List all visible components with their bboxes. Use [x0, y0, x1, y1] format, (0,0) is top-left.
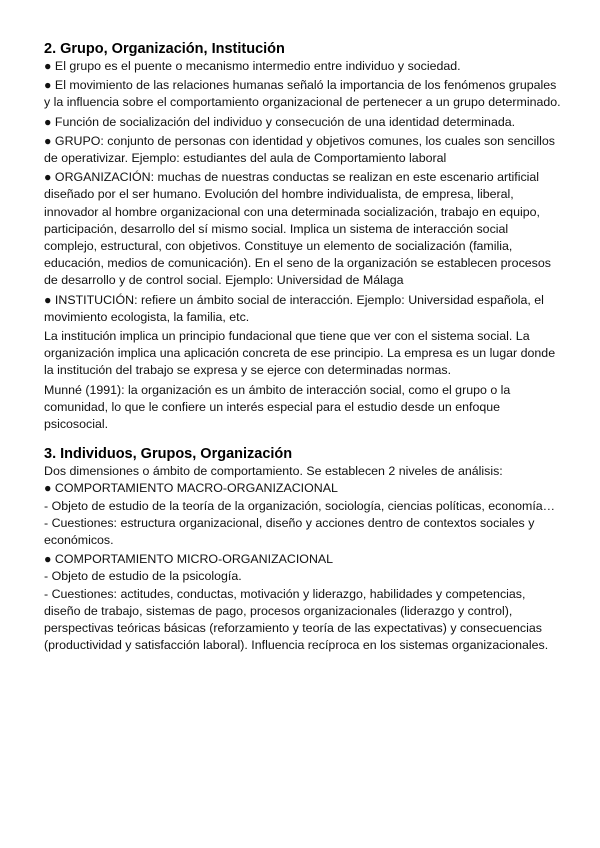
- paragraph-micro-cuestiones: - Cuestiones: actitudes, conductas, motivación y liderazgo, habilidades y competencias, diseño de trabajo, sistemas de pago, procesos organizacionales (liderazgo y control), perspectivas teóricas básicas (reforzamiento y teoría de las expectativas) y consecuencias (productividad y satisfacción laboral). Influencia recíproca en los sistemas organizacionales.: [44, 586, 549, 653]
- document-page: [44, 40, 564, 655]
- section-title: 2. Grupo, Organización, Institución: [44, 41, 285, 57]
- paragraph-organizacion-definicion: ● ORGANIZACIÓN: muchas de nuestras conductas se realizan en este escenario artificial diseñado por el ser humano. Evolución del hombre individualista, de empresa, liberal, innovador al hombre organizacional con una determinada socialización, trabajo en equipo, participación, desarrollo del sí mismo social. Implica un sistema de interacción social complejo, estructural, con objetivos. Constituye un elemento de socialización (familia, educación, medios de comunicación). En el seno de la organización se establecen procesos de desarrollo y de control social. Ejemplo: Universidad de Málaga: [44, 170, 551, 288]
- paragraph-micro-heading: ● COMPORTAMIENTO MICRO-ORGANIZACIONAL: [44, 552, 334, 567]
- paragraph-micro-objeto: - Objeto de estudio de la psicología.: [44, 569, 242, 584]
- section-title: 3. Individuos, Grupos, Organización: [44, 446, 293, 463]
- paragraph-macro-objeto: - Objeto de estudio de la teoría de la organización, sociología, ciencias políticas, economía…: [44, 498, 556, 513]
- paragraph-macro-heading: ● COMPORTAMIENTO MACRO-ORGANIZACIONAL: [44, 481, 338, 496]
- paragraph-institucion-definicion: ● INSTITUCIÓN: refiere un ámbito social de interacción. Ejemplo: Universidad española, el movimiento ecologista, la familia, etc.: [44, 292, 544, 324]
- paragraph-dimensiones-intro: Dos dimensiones o ámbito de comportamiento. Se establecen 2 niveles de análisis:: [44, 464, 503, 479]
- paragraph-funcion-socializacion: ● Función de socialización del individuo y consecución de una identidad determinada.: [44, 114, 516, 129]
- paragraph-grupo-puente: ● El grupo es el puente o mecanismo intermedio entre individuo y sociedad.: [44, 59, 461, 73]
- paragraph-relaciones-humanas: ● El movimiento de las relaciones humanas señaló la importancia de los fenómenos grupales y la influencia sobre el comportamiento organizacional de pertenecer a un grupo determinado.: [44, 78, 561, 110]
- section-individuos-grupos-organizacion: [44, 445, 564, 654]
- section-grupo-organizacion-institucion: [44, 40, 564, 433]
- paragraph-munne-cita: Munné (1991): la organización es un ámbito de interacción social, como el grupo o la comunidad, lo que le confiere un interés especial para el estudio desde un enfoque psicosocial.: [44, 382, 511, 432]
- paragraph-institucion-principio: La institución implica un principio fundacional que tiene que ver con el sistema social. La organización implica una aplicación concreta de ese principio. La empresa es un lugar donde la institución del trabajo se expresa y se ejerce con determinadas normas.: [44, 329, 556, 378]
- paragraph-macro-cuestiones: - Cuestiones: estructura organizacional, diseño y acciones dentro de contextos sociales y económicos.: [44, 515, 535, 548]
- paragraph-grupo-definicion: ● GRUPO: conjunto de personas con identidad y objetivos comunes, los cuales son sencillos de operativizar. Ejemplo: estudiantes del aula de Comportamiento laboral: [44, 133, 555, 166]
